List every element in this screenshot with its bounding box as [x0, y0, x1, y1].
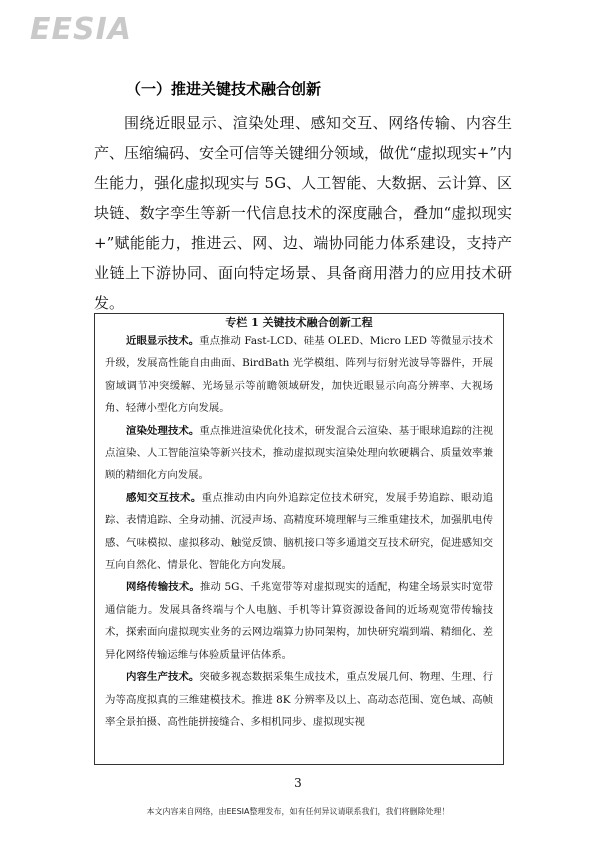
column-box-item-text: 重点推动由内向外追踪定位技术研究，发展手势追踪、眼动追踪、表情追踪、全身动捕、沉浸声场、高精度环境理解与三维重建技术，加强肌电传感、气味模拟、虚拟移动、触觉反馈、脑机接口等多通道交互技术研究，促进感知交互向自然化、情景化、智能化方向发展。: [105, 491, 494, 572]
footer-disclaimer: 本文内容来自网络，由EESIA整理发布，如有任何异议请联系我们，我们将删除处理！: [146, 807, 450, 816]
column-box-items: [105, 330, 493, 733]
column-box-item: [105, 666, 493, 733]
column-box-item: [105, 330, 493, 420]
column-box-item-lead: 网络传输技术。: [126, 581, 200, 594]
body-paragraph: 围绕近眼显示、渲染处理、感知交互、网络传输、内容生产、压缩编码、安全可信等关键细分领域，做优“虚拟现实+”内生能力，强化虚拟现实与 5G、人工智能、大数据、云计算、区块链、数字孪生等新一代信息技术的深度融合，叠加“虚拟现实+”赋能能力，推进云、网、边、端协同能力体系建设，支持产业链上下游协同、面向特定场景、具备商用潜力的应用技术研发。: [94, 114, 512, 312]
section-title: （一）推进关键技术融合创新: [126, 80, 322, 98]
column-box-item-text: 突破多视态数据采集生成技术，重点发展几何、物理、生理、行为等高度拟真的三维建模技术。推进 8K 分辨率及以上、高动态范围、宽色域、高帧率全景拍摄、高性能拼接缝合、多相机同步、虚拟现实视: [105, 671, 493, 728]
column-box-item-text: 推动 5G、千兆宽带等对虚拟现实的适配，构建全场景实时宽带通信能力。发展具备终端与个人电脑、手机等计算资源设备间的近场观宽带传输技术，探索面向虚拟现实业务的云网边端算力协同架构，加快研究端到端、精细化、差异化网络传输运维与体验质量评估体系。: [105, 581, 493, 661]
column-box-item-lead: 渲染处理技术。: [126, 424, 200, 437]
column-box-item-lead: 感知交互技术。: [126, 491, 202, 504]
column-box-item: [105, 420, 493, 487]
column-box-item-text: 重点推动 Fast-LCD、硅基 OLED、Micro LED 等微显示技术升级，发展高性能自由曲面、BirdBath 光学模组、阵列与衍射光波导等器件，开展窗域调节冲突缓解、光场显示等前瞻领域研发，加快近眼显示向高分辨率、大视场角、轻薄小型化方向发展。: [105, 335, 494, 415]
column-box-item: [105, 487, 493, 577]
column-box-item-lead: 内容生产技术。: [126, 671, 200, 684]
page-number: 3: [294, 776, 302, 790]
column-box-item-lead: 近眼显示技术。: [126, 335, 200, 347]
column-box: [94, 313, 504, 765]
column-box-item: [105, 576, 493, 666]
eesia-logo: EESIA: [30, 12, 132, 47]
column-box-item-text: 重点推进渲染优化技术，研发混合云渲染、基于眼球追踪的注视点渲染、人工智能渲染等新兴技术，推动虚拟现实渲染处理向软硬耦合、质量效率兼顾的精细化方向发展。: [105, 424, 493, 482]
column-box-title: 专栏 1 关键技术融合创新工程: [225, 316, 373, 329]
